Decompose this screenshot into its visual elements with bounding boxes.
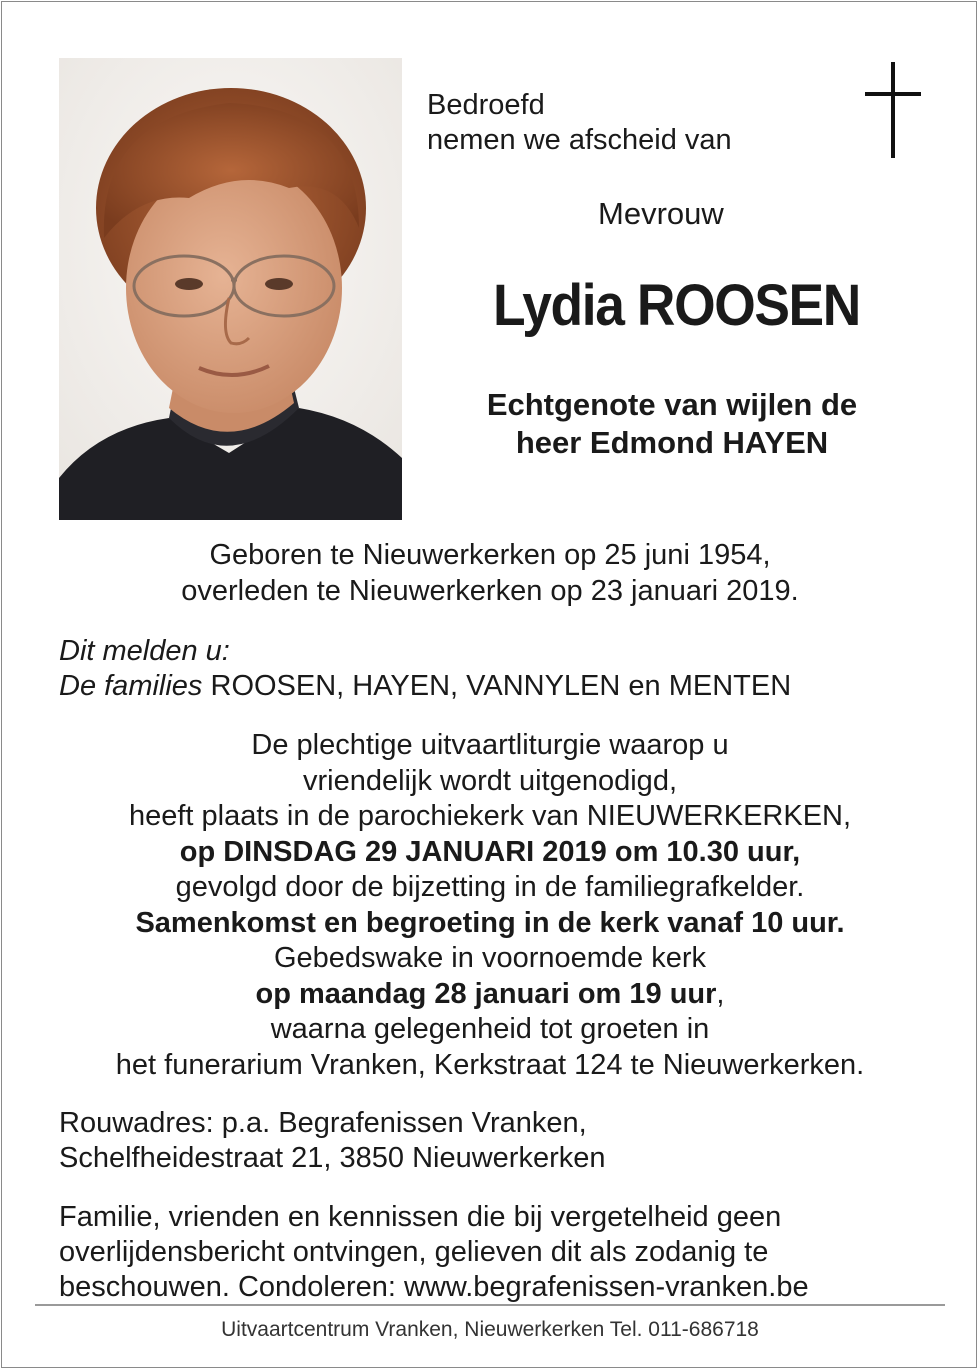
- address-line-2: Schelfheidestraat 21, 3850 Nieuwerkerken: [59, 1142, 606, 1174]
- families-names: ROOSEN, HAYEN, VANNYLEN en MENTEN: [202, 670, 792, 702]
- deceased-name: Lydia ROOSEN: [493, 273, 860, 338]
- funeral-line-5: gevolgd door de bijzetting in de familiegrafkelder.: [175, 871, 805, 903]
- intro-line-2: nemen we afscheid van: [427, 124, 732, 156]
- funeral-line-2: vriendelijk wordt uitgenodigd,: [303, 764, 677, 797]
- intro-text: [427, 88, 732, 158]
- funeral-date: op DINSDAG 29 JANUARI 2019 om 10.30 uur,: [179, 835, 801, 868]
- funeral-line-10: het funerarium Vranken, Kerkstraat 124 te Nieuwerkerken.: [115, 1048, 865, 1081]
- birth-death-info: [40, 538, 940, 609]
- spouse-line-1: Echtgenote van wijlen de: [486, 387, 858, 422]
- funeral-line-1: De plechtige uitvaartliturgie waarop u: [251, 729, 729, 761]
- address-line-1: Rouwadres: p.a. Begrafenissen Vranken,: [59, 1107, 587, 1139]
- note-line-1: Familie, vrienden en kennissen die bij vergetelheid geen: [59, 1201, 782, 1233]
- portrait-photo: [59, 58, 402, 520]
- gathering-time: Samenkomst en begroeting in de kerk vanaf 10 uur.: [135, 906, 845, 939]
- spouse-line-2: heer Edmond HAYEN: [515, 425, 829, 460]
- notice-note: [59, 1200, 809, 1305]
- intro-line-1: Bedroefd: [427, 89, 545, 121]
- mourning-address: [59, 1106, 606, 1176]
- note-line-3: beschouwen. Condoleren: www.begrafenissen-vranken.be: [59, 1271, 809, 1303]
- notify-heading: Dit melden u:: [59, 635, 230, 667]
- notify-block: [59, 634, 791, 704]
- death-line: overleden te Nieuwerkerken op 23 januari 2019.: [181, 574, 799, 607]
- spouse-info: [430, 386, 914, 462]
- vigil-date: op maandag 28 januari om 19 uur: [255, 977, 717, 1010]
- cross-icon: [863, 62, 923, 158]
- funeral-line-3: heeft plaats in de parochiekerk van NIEUWERKERKEN,: [128, 800, 852, 832]
- funeral-line-9: waarna gelegenheid tot groeten in: [270, 1013, 710, 1045]
- note-line-2: overlijdensbericht ontvingen, gelieven dit als zodanig te: [59, 1236, 769, 1268]
- honorific: Mevrouw: [598, 196, 724, 231]
- funeral-line-7: Gebedswake in voornoemde kerk: [273, 942, 706, 974]
- footer-divider: [35, 1304, 945, 1306]
- vigil-date-comma: ,: [716, 977, 725, 1010]
- families-prefix: De families: [59, 670, 203, 702]
- footer-contact: Uitvaartcentrum Vranken, Nieuwerkerken Tel. 011-686718: [221, 1318, 759, 1341]
- birth-line: Geboren te Nieuwerkerken op 25 juni 1954,: [209, 539, 771, 571]
- funeral-info: [40, 728, 940, 1083]
